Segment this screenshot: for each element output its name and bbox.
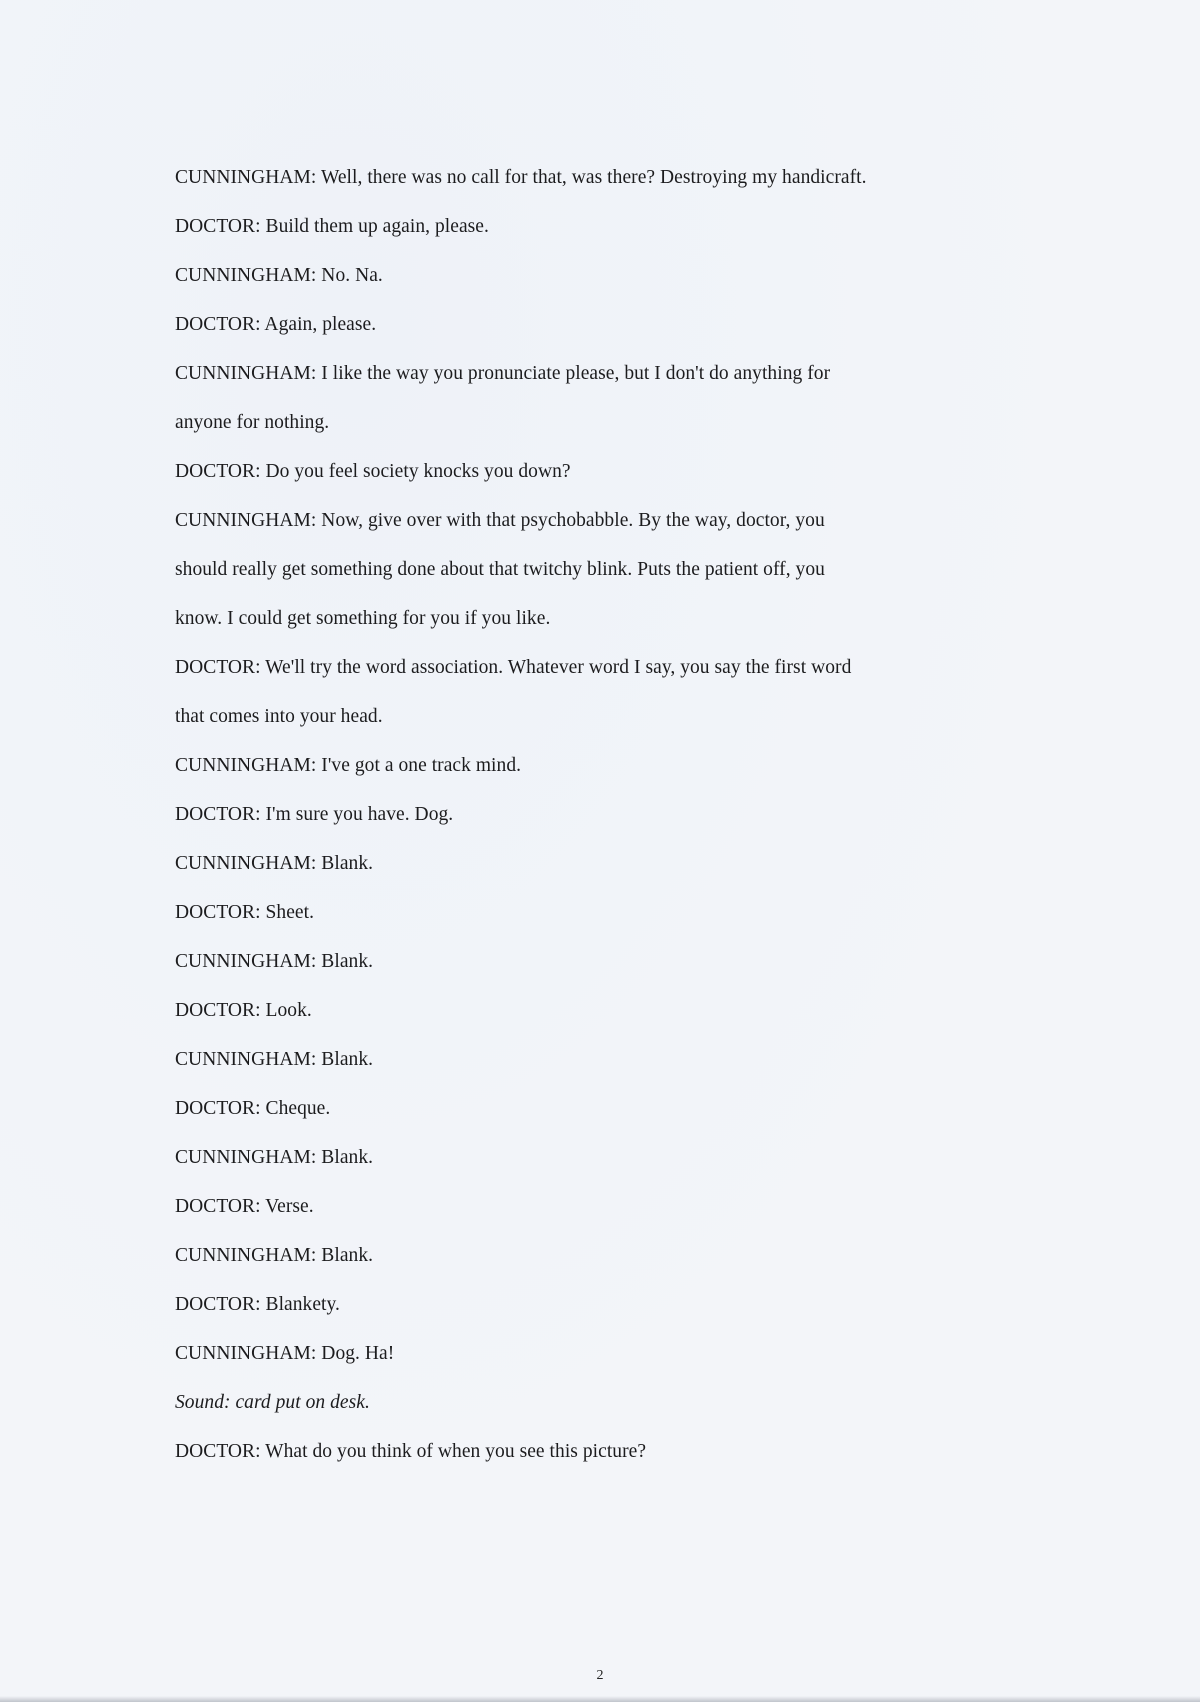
- dialogue-line: CUNNINGHAM: Blank.: [175, 951, 374, 972]
- dialogue-line: CUNNINGHAM: Dog. Ha!: [175, 1343, 395, 1364]
- dialogue-line: should really get something done about that twitchy blink. Puts the patient off, you: [175, 559, 825, 580]
- dialogue-line: DOCTOR: Build them up again, please.: [175, 216, 489, 237]
- dialogue-line: DOCTOR: Again, please.: [175, 314, 377, 335]
- dialogue-line: CUNNINGHAM: Blank.: [175, 1147, 374, 1168]
- dialogue-line: DOCTOR: I'm sure you have. Dog.: [175, 804, 454, 825]
- dialogue-line: know. I could get something for you if you like.: [175, 608, 551, 629]
- stage-direction: Sound: card put on desk.: [175, 1392, 370, 1413]
- dialogue-line: CUNNINGHAM: I like the way you pronunciate please, but I don't do anything for: [175, 363, 831, 384]
- dialogue-line: CUNNINGHAM: No. Na.: [175, 265, 383, 286]
- dialogue-line: DOCTOR: Sheet.: [175, 902, 315, 923]
- dialogue-line: CUNNINGHAM: I've got a one track mind.: [175, 755, 522, 776]
- page-bottom-edge: [0, 1696, 1200, 1702]
- dialogue-line: DOCTOR: What do you think of when you see this picture?: [175, 1441, 647, 1462]
- dialogue-line: anyone for nothing.: [175, 412, 330, 433]
- dialogue-line: CUNNINGHAM: Now, give over with that psychobabble. By the way, doctor, you: [175, 510, 825, 531]
- dialogue-line: DOCTOR: Look.: [175, 1000, 312, 1021]
- dialogue-line: CUNNINGHAM: Blank.: [175, 1049, 374, 1070]
- dialogue-line: CUNNINGHAM: Well, there was no call for that, was there? Destroying my handicraft.: [175, 167, 867, 188]
- dialogue-line: CUNNINGHAM: Blank.: [175, 1245, 374, 1266]
- dialogue-line: CUNNINGHAM: Blank.: [175, 853, 374, 874]
- dialogue-line: that comes into your head.: [175, 706, 383, 727]
- page-number: 2: [596, 1668, 604, 1683]
- dialogue-line: DOCTOR: Do you feel society knocks you down?: [175, 461, 571, 482]
- script-body: [175, 153, 1055, 1476]
- dialogue-line: DOCTOR: Cheque.: [175, 1098, 331, 1119]
- dialogue-line: DOCTOR: Blankety.: [175, 1294, 340, 1315]
- dialogue-line: DOCTOR: Verse.: [175, 1196, 314, 1217]
- dialogue-line: DOCTOR: We'll try the word association. Whatever word I say, you say the first word: [175, 657, 852, 678]
